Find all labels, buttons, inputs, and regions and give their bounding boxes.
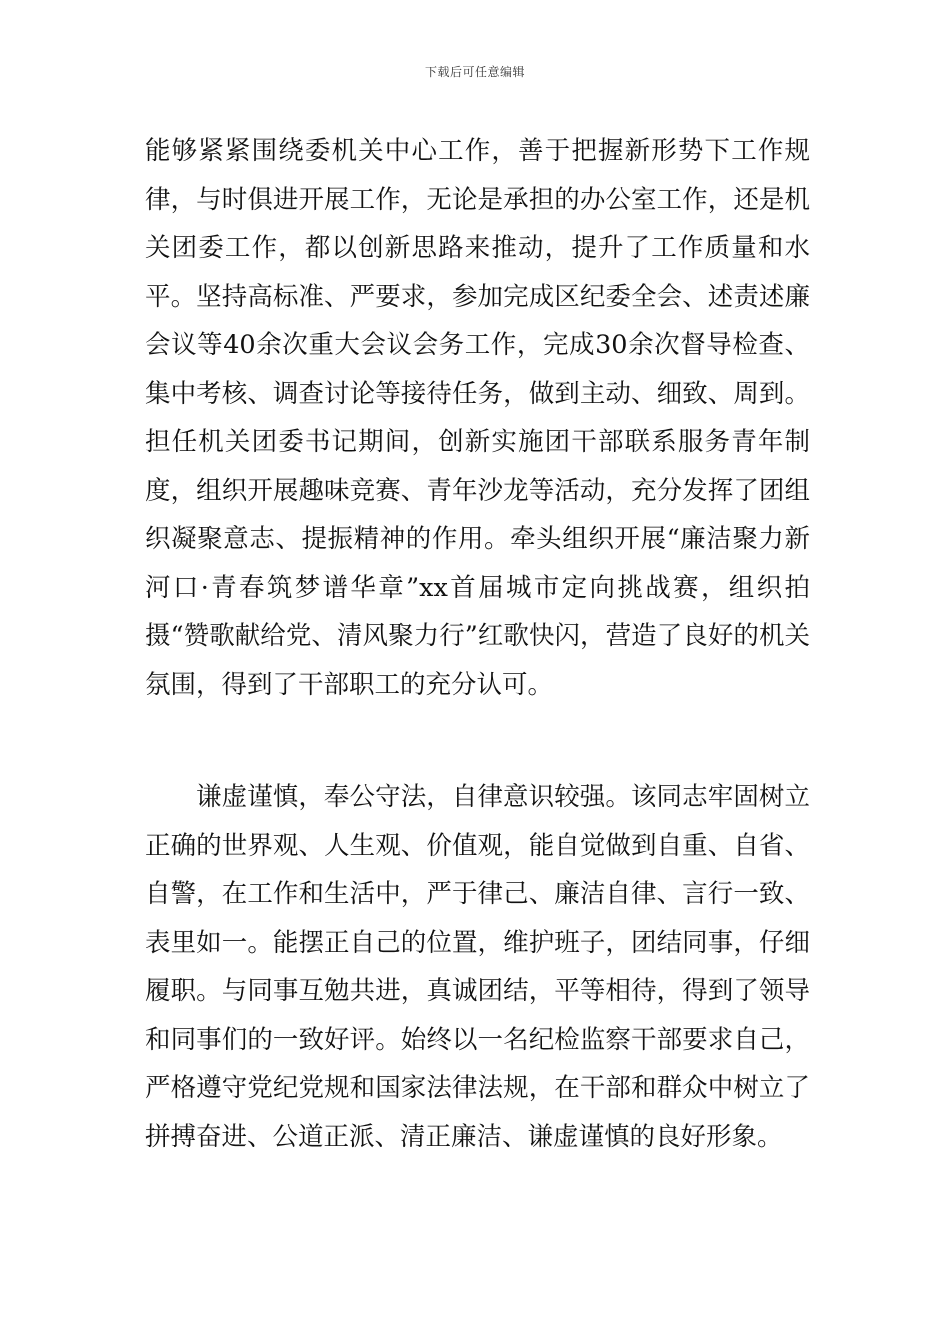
body-paragraph-2 [145,773,810,1161]
body-paragraph-1 [145,127,810,709]
paragraph-text: 能够紧紧围绕委机关中心工作，善于把握新形势下工作规律，与时俱进开展工作，无论是承担的办公室工作，还是机关团委工作，都以创新思路来推动，提升了工作质量和水平。坚持高标准、严要求，参加完成区纪委全会、述责述廉会议等40余次重大会议会务工作，完成30余次督导检查、集中考核、调查讨论等接待任务，做到主动、细致、周到。担任机关团委书记期间，创新实施团干部联系服务青年制度，组织开展趣味竞赛、青年沙龙等活动，充分发挥了团组织凝聚意志、提振精神的作用。牵头组织开展“廉洁聚力新河口·青春筑梦谱华章”xx首届城市定向挑战赛，组织拍摄“赞歌献给党、清风聚力行”红歌快闪，营造了良好的机关氛围，得到了干部职工的充分认可。 [145,136,810,700]
page-header-note: 下载后可任意编辑 [424,65,525,79]
paragraph-text: 谦虚谨慎，奉公守法，自律意识较强。该同志牢固树立正确的世界观、人生观、价值观，能自觉做到自重、自省、自警，在工作和生活中，严于律己、廉洁自律、言行一致、表里如一。能摆正自己的位置，维护班子，团结同事，仔细履职。与同事互勉共进，真诚团结，平等相待，得到了领导和同事们的一致好评。始终以一名纪检监察干部要求自己，严格遵守党纪党规和国家法律法规，在干部和群众中树立了拼搏奋进、公道正派、清正廉洁、谦虚谨慎的良好形象。 [145,782,810,1152]
